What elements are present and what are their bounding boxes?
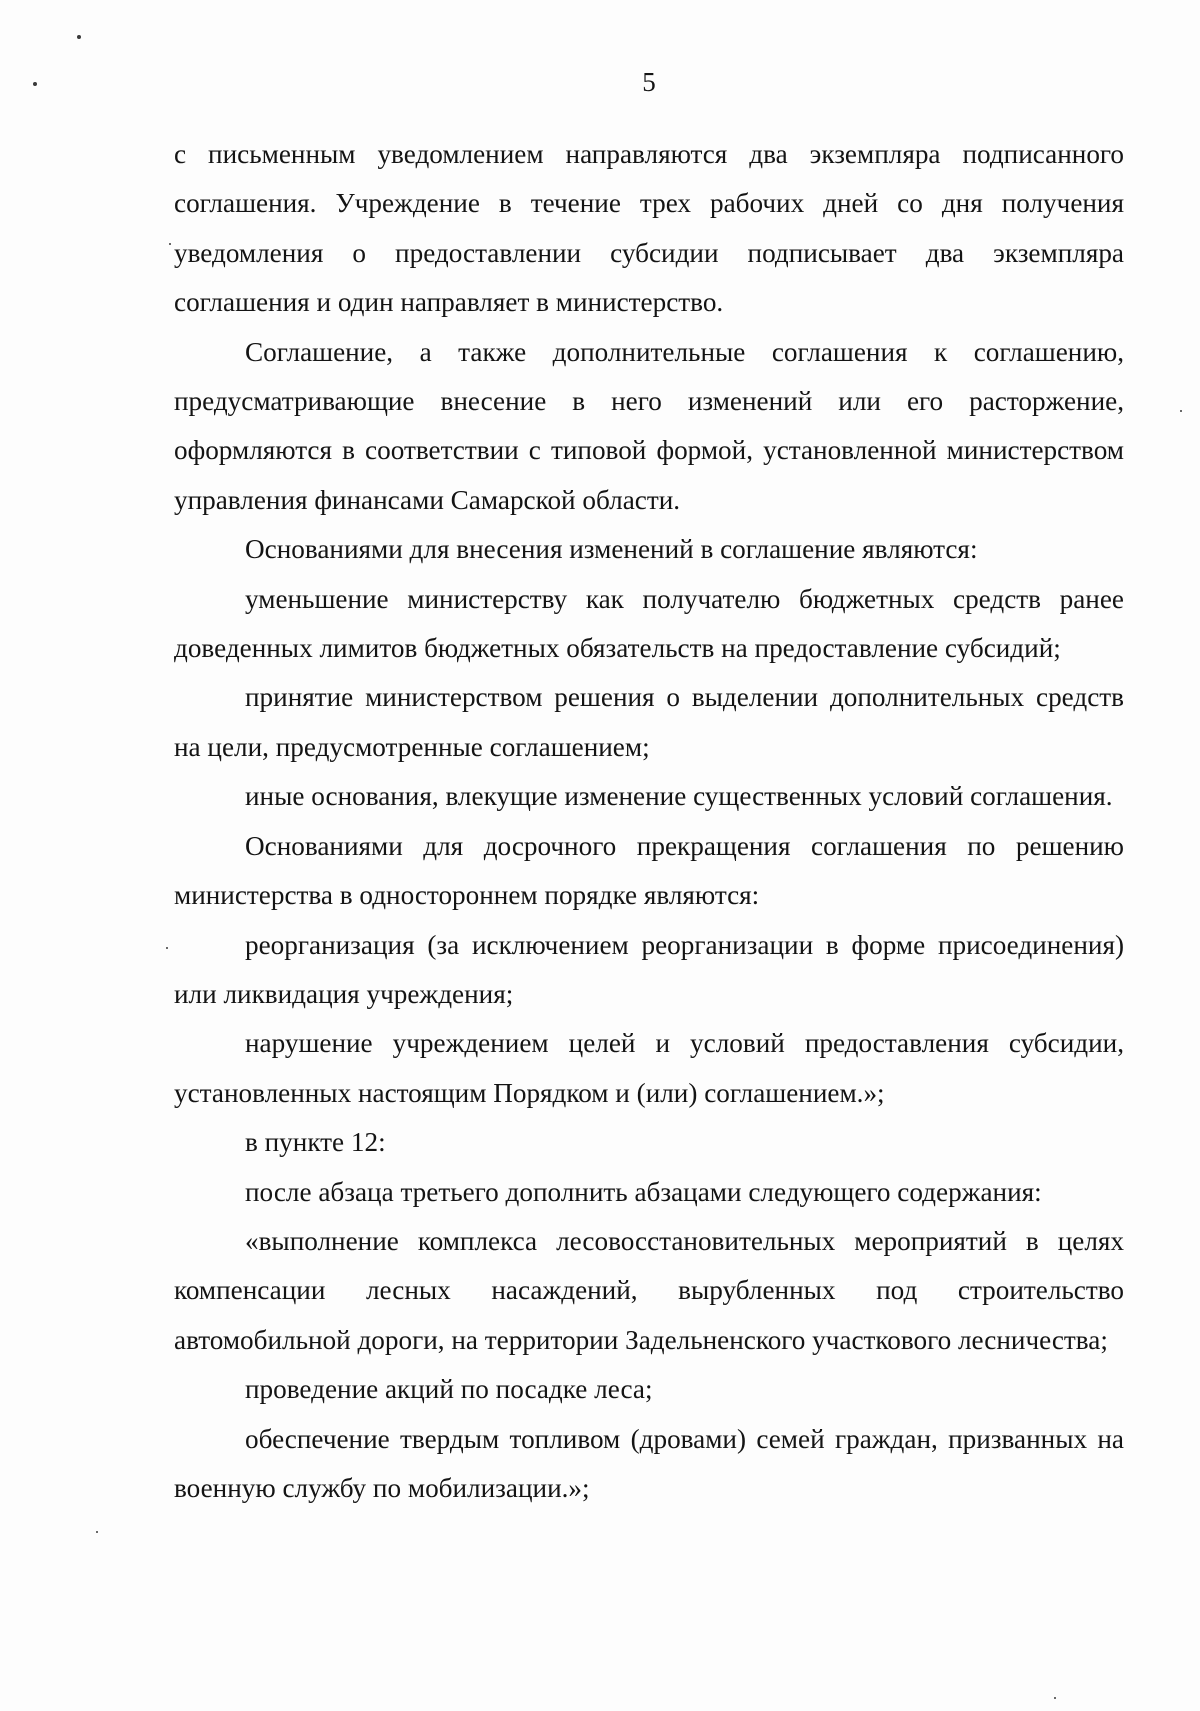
- paragraph: обеспечение твердым топливом (дровами) семей граждан, призванных на военную службу по мобилизации.»;: [174, 1423, 1124, 1503]
- paragraph: Основаниями для внесения изменений в соглашение являются:: [245, 534, 978, 565]
- paragraph: нарушение учреждением целей и условий предоставления субсидии, установленных настоящим Порядком и (или) соглашением.»;: [174, 1028, 1124, 1108]
- paragraph: Соглашение, а также дополнительные соглашения к соглашению, предусматривающие внесение в него изменений или его расторжение, оформляются в соответствии с типовой формой, установленной министерством управления финансами Самарской области.: [174, 336, 1124, 515]
- paragraph: после абзаца третьего дополнить абзацами следующего содержания:: [245, 1176, 1042, 1207]
- paragraph: принятие министерством решения о выделении дополнительных средств на цели, предусмотренные соглашением;: [174, 682, 1124, 762]
- paragraph: «выполнение комплекса лесовосстановительных мероприятий в целях компенсации лесных насаждений, вырубленных под строительство автомобильной дороги, на территории Задельненского участкового лесничества;: [174, 1225, 1124, 1355]
- paragraph: реорганизация (за исключением реорганизации в форме присоединения) или ликвидация учреждения;: [174, 929, 1124, 1009]
- paragraph: проведение акций по посадке леса;: [245, 1374, 653, 1405]
- scan-speck: [166, 947, 168, 949]
- page-number: 5: [642, 67, 656, 97]
- document-body: [174, 130, 1124, 1513]
- paragraph: уменьшение министерству как получателю бюджетных средств ранее доведенных лимитов бюджетных обязательств на предоставление субсидий;: [174, 583, 1124, 664]
- paragraph: иные основания, влекущие изменение существенных условий соглашения.: [245, 781, 1113, 812]
- scan-speck: [1180, 410, 1182, 412]
- scan-speck: [96, 1531, 98, 1533]
- scan-speck: [77, 35, 81, 39]
- scan-speck: [169, 243, 171, 245]
- paragraph: с письменным уведомлением направляются два экземпляра подписанного соглашения. Учреждение в течение трех рабочих дней со дня получения уведомления о предоставлении субсидии подписывает два экземпляра соглашения и один направляет в министерство.: [174, 139, 1124, 318]
- paragraph: в пункте 12:: [245, 1127, 386, 1158]
- paragraph: Основаниями для досрочного прекращения соглашения по решению министерства в одностороннем порядке являются:: [174, 830, 1124, 911]
- scan-speck: [33, 82, 37, 86]
- scan-speck: [1054, 1697, 1056, 1699]
